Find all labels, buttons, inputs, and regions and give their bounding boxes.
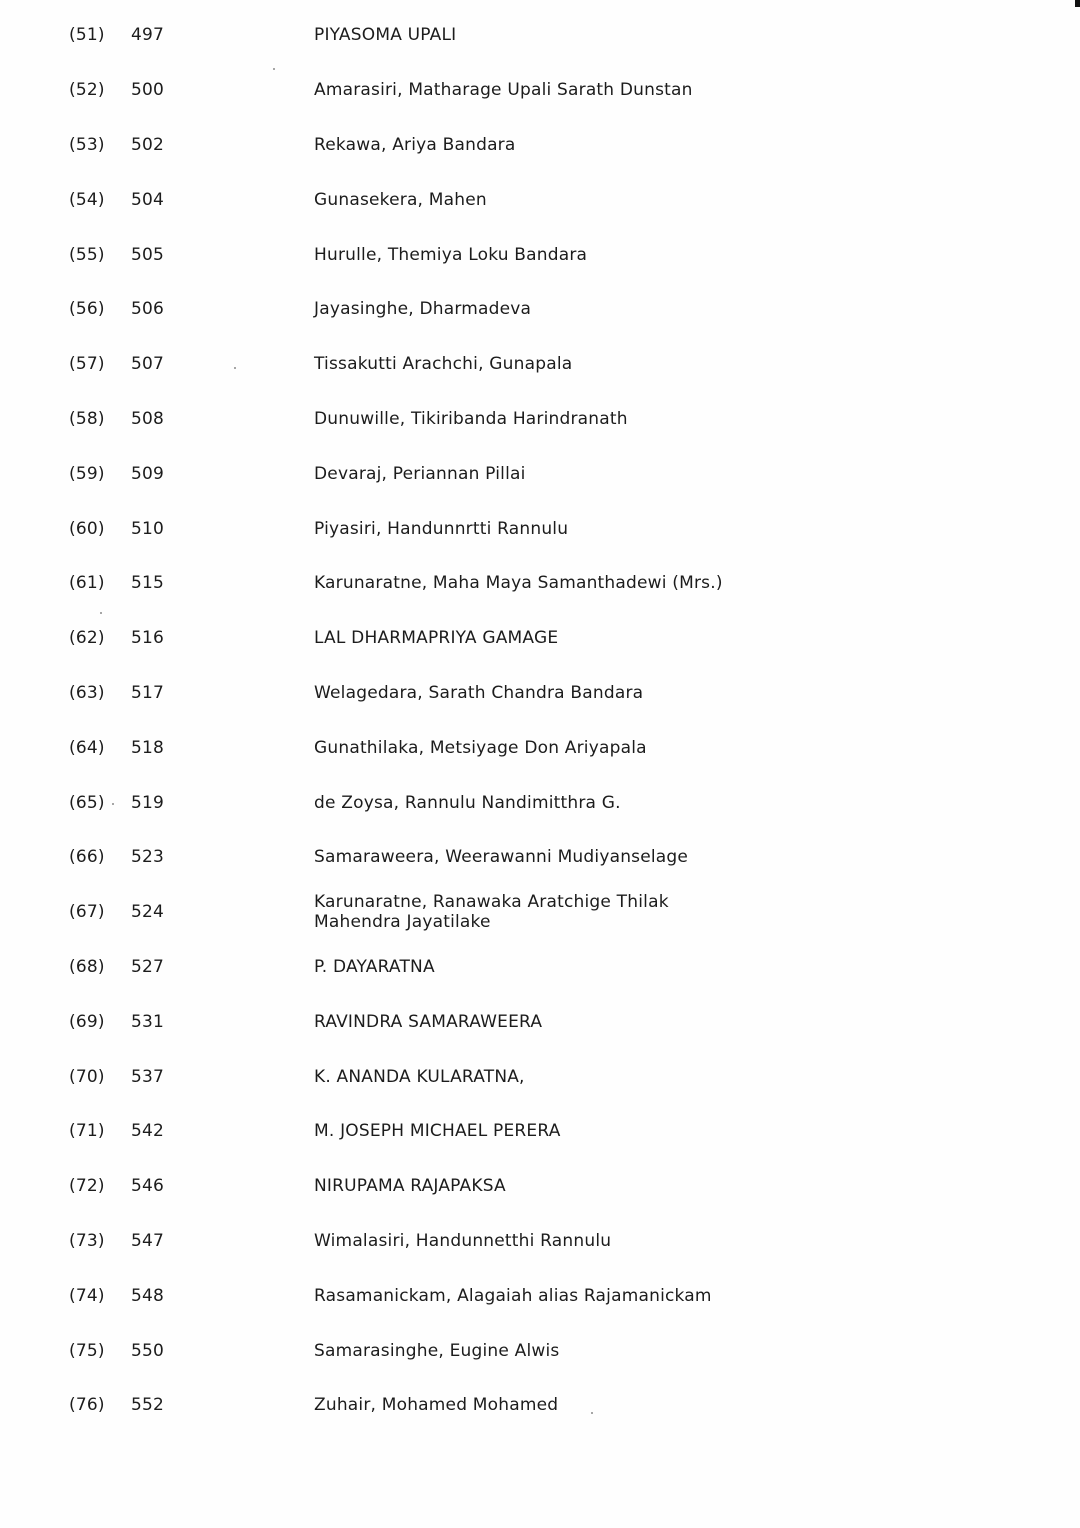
list-item: [0, 556, 1080, 611]
member-name: Hurulle, Themiya Loku Bandara: [314, 244, 588, 265]
member-code: 509: [131, 463, 165, 484]
item-number: (60): [69, 518, 105, 539]
member-name: Piyasiri, Handunnrtti Rannulu: [314, 518, 569, 539]
member-code: 523: [131, 847, 165, 868]
list-item: [0, 282, 1080, 337]
list-item: [0, 1323, 1080, 1378]
scan-speck: [112, 803, 114, 805]
member-name: Samaraweera, Weerawanni Mudiyanselage: [314, 847, 689, 868]
item-number: (59): [69, 463, 105, 484]
member-name: Dunuwille, Tikiribanda Harindranath: [314, 408, 628, 429]
member-name: P. DAYARATNA: [314, 956, 435, 977]
list-item: [0, 501, 1080, 556]
item-number: (63): [69, 682, 105, 703]
item-number: (55): [69, 244, 105, 265]
member-code: 531: [131, 1011, 165, 1032]
member-name: NIRUPAMA RAJAPAKSA: [314, 1176, 506, 1197]
member-code: 547: [131, 1230, 165, 1251]
list-item: [0, 611, 1080, 666]
member-name: Wimalasiri, Handunnetthi Rannulu: [314, 1230, 612, 1251]
item-number: (74): [69, 1285, 105, 1306]
list-item: [0, 1104, 1080, 1159]
member-name: Devaraj, Periannan Pillai: [314, 463, 526, 484]
item-number: (69): [69, 1011, 105, 1032]
list-item: [0, 1049, 1080, 1104]
item-number: (75): [69, 1340, 105, 1361]
list-item: [0, 1378, 1080, 1433]
member-name: de Zoysa, Rannulu Nandimitthra G.: [314, 792, 621, 813]
member-name: K. ANANDA KULARATNA,: [314, 1066, 525, 1087]
item-number: (73): [69, 1230, 105, 1251]
list-item: [0, 63, 1080, 118]
member-name: Gunasekera, Mahen: [314, 189, 487, 210]
item-number: (71): [69, 1121, 105, 1142]
member-code: 550: [131, 1340, 165, 1361]
item-number: (67): [69, 902, 105, 923]
item-number: (62): [69, 628, 105, 649]
member-name: Rasamanickam, Alagaiah alias Rajamanickam: [314, 1285, 712, 1306]
member-name: RAVINDRA SAMARAWEERA: [314, 1011, 543, 1032]
member-name: LAL DHARMAPRIYA GAMAGE: [314, 628, 559, 649]
member-code: 527: [131, 956, 165, 977]
member-code: 507: [131, 354, 165, 375]
item-number: (65): [69, 792, 105, 813]
member-name: Zuhair, Mohamed Mohamed: [314, 1395, 559, 1416]
list-item: [0, 1214, 1080, 1269]
member-code: 518: [131, 737, 165, 758]
item-number: (76): [69, 1395, 105, 1416]
member-code: 517: [131, 682, 165, 703]
item-number: (64): [69, 737, 105, 758]
member-name: M. JOSEPH MICHAEL PERERA: [314, 1121, 561, 1142]
item-number: (53): [69, 134, 105, 155]
item-number: (61): [69, 573, 105, 594]
scan-speck: [591, 1412, 593, 1414]
list-item: [0, 227, 1080, 282]
list-item: [0, 337, 1080, 392]
member-code: 548: [131, 1285, 165, 1306]
list-item: [0, 172, 1080, 227]
member-code: 552: [131, 1395, 165, 1416]
list-item: [0, 446, 1080, 501]
member-code: 504: [131, 189, 165, 210]
item-number: (57): [69, 354, 105, 375]
member-code: 502: [131, 134, 165, 155]
list-item: [0, 118, 1080, 173]
member-name: Jayasinghe, Dharmadeva: [314, 299, 532, 320]
list-item: [0, 885, 1080, 940]
item-number: (68): [69, 956, 105, 977]
member-code: 505: [131, 244, 165, 265]
list-item: [0, 720, 1080, 775]
member-name: Samarasinghe, Eugine Alwis: [314, 1340, 560, 1361]
scan-edge-mark: [1075, 0, 1080, 7]
member-code: 537: [131, 1066, 165, 1087]
member-code: 510: [131, 518, 165, 539]
member-name: Karunaratne, Ranawaka Aratchige Thilak Mahendra Jayatilake: [314, 892, 669, 933]
list-item: [0, 666, 1080, 721]
member-name: Rekawa, Ariya Bandara: [314, 134, 516, 155]
member-code: 542: [131, 1121, 165, 1142]
member-name: Welagedara, Sarath Chandra Bandara: [314, 682, 644, 703]
list-item: [0, 775, 1080, 830]
member-code: 508: [131, 408, 165, 429]
item-number: (52): [69, 80, 105, 101]
member-name: Tissakutti Arachchi, Gunapala: [314, 354, 573, 375]
item-number: (66): [69, 847, 105, 868]
member-name: Amarasiri, Matharage Upali Sarath Dunstan: [314, 80, 693, 101]
scan-speck: [100, 612, 102, 614]
member-code: 500: [131, 80, 165, 101]
list-item: [0, 940, 1080, 995]
item-number: (54): [69, 189, 105, 210]
list-item: [0, 392, 1080, 447]
scan-speck: [273, 68, 275, 70]
member-name: PIYASOMA UPALI: [314, 25, 457, 46]
member-code: 546: [131, 1176, 165, 1197]
list-item: [0, 1159, 1080, 1214]
item-number: (72): [69, 1176, 105, 1197]
member-code: 515: [131, 573, 165, 594]
member-code: 497: [131, 25, 165, 46]
member-code: 516: [131, 628, 165, 649]
member-list: [0, 8, 1080, 1433]
scan-speck: [234, 367, 236, 369]
list-item: [0, 1268, 1080, 1323]
item-number: (70): [69, 1066, 105, 1087]
member-name: Gunathilaka, Metsiyage Don Ariyapala: [314, 737, 647, 758]
list-item: [0, 994, 1080, 1049]
member-code: 519: [131, 792, 165, 813]
list-item: [0, 830, 1080, 885]
member-code: 524: [131, 902, 165, 923]
member-name: Karunaratne, Maha Maya Samanthadewi (Mrs.): [314, 573, 723, 594]
item-number: (58): [69, 408, 105, 429]
member-code: 506: [131, 299, 165, 320]
item-number: (51): [69, 25, 105, 46]
item-number: (56): [69, 299, 105, 320]
list-item: [0, 8, 1080, 63]
